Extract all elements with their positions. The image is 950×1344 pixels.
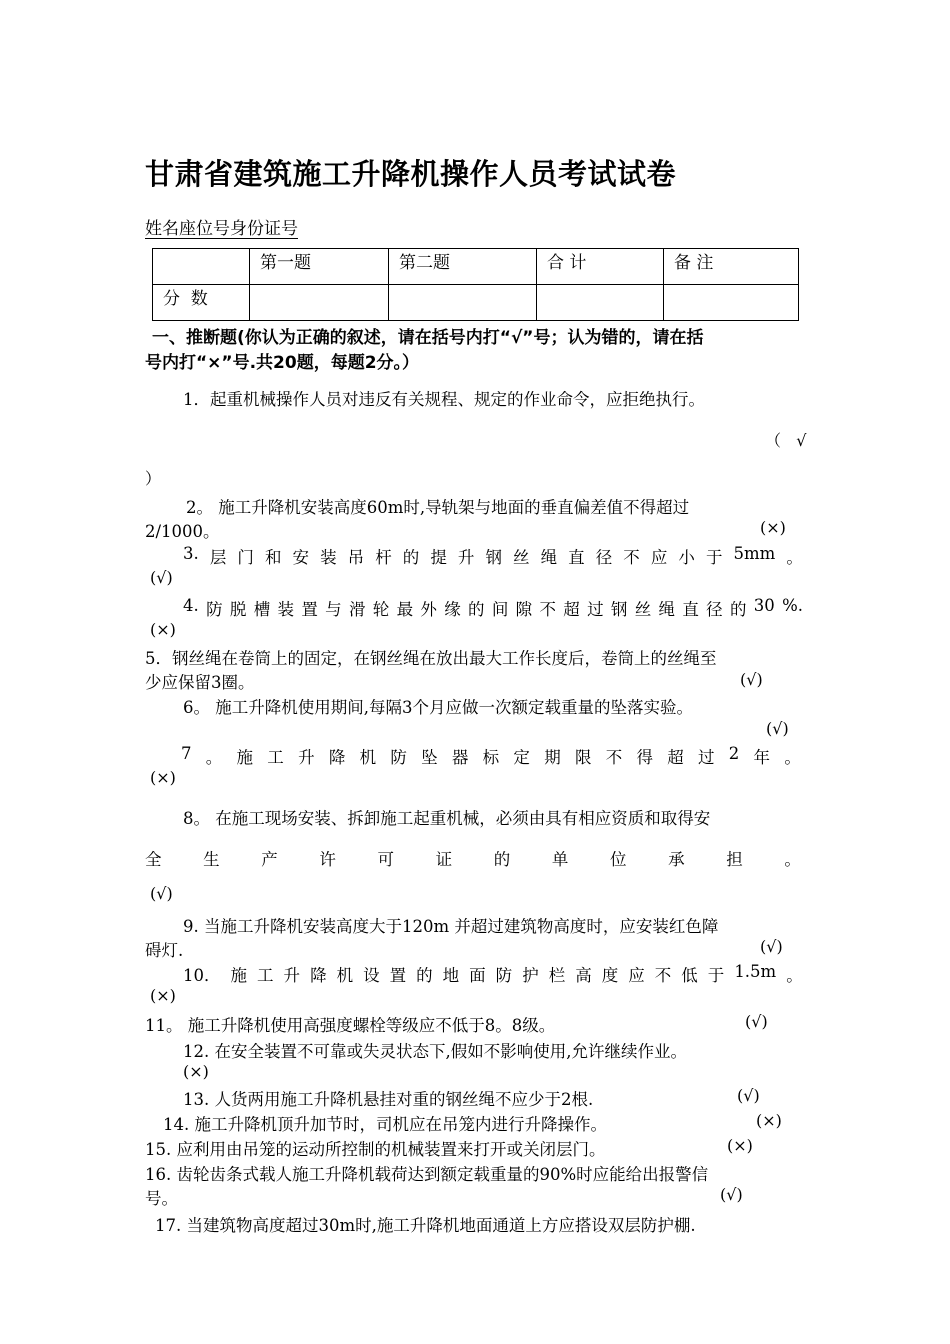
text-char: 得 [636, 748, 653, 767]
text-char: 滑 [348, 600, 366, 619]
text-char: 高 [575, 966, 592, 985]
question-17-text: 17. 当建筑物高度超过30m时,施工升降机地面通道上方应搭设双层防护棚. [155, 1216, 696, 1235]
question-1-answer: （ √ [765, 431, 807, 450]
text-char: 绳 [658, 600, 675, 619]
text-char: 门 [237, 548, 254, 567]
text-char: 直 [682, 600, 699, 619]
question-13-answer: (√) [737, 1086, 760, 1105]
text-char: 防 [390, 748, 407, 767]
text-char: 装 [320, 548, 337, 567]
text-char: 坠 [421, 748, 438, 767]
text-char: 径 [595, 548, 613, 567]
text-char: 4. [183, 596, 199, 615]
text-char: 与 [325, 600, 342, 619]
text-char: 降 [310, 966, 327, 985]
text-char: 隙 [515, 600, 533, 619]
text-char: 丝 [634, 600, 652, 619]
text-char: 证 [435, 850, 453, 869]
text-char: 位 [610, 850, 627, 869]
text-char: 30 [753, 596, 775, 615]
question-13-text: 13. 人货两用施工升降机悬挂对重的钢丝绳不应少于2根. [183, 1090, 594, 1109]
text-char: 不 [605, 748, 623, 767]
text-char: 产 [261, 850, 278, 869]
text-char: 应 [650, 548, 668, 567]
header-q2: 第二题 [389, 249, 537, 285]
question-8-line2 [145, 846, 801, 870]
text-char: 槽 [253, 600, 271, 619]
question-10-text [183, 962, 803, 986]
section-heading-line1: 一、推断题(你认为正确的叙述，请在括号内打“√”号；认为错的，请在括 [152, 328, 704, 348]
text-char: 2 [728, 744, 740, 763]
text-char: 脱 [229, 600, 247, 619]
text-char: 。 [786, 966, 803, 985]
text-char: 杆 [375, 548, 392, 567]
text-char: 降 [328, 748, 346, 767]
text-char: 吊 [347, 548, 365, 567]
text-char: 安 [292, 548, 309, 567]
score-table [152, 248, 799, 321]
text-char: 年 [753, 748, 771, 767]
question-16-line2: 号。 [145, 1189, 178, 1208]
text-char: 护 [522, 966, 539, 985]
score-table-score-row [153, 285, 799, 321]
score-table-corner [153, 249, 250, 285]
header-total: 合 计 [537, 249, 664, 285]
text-char: 超 [667, 748, 684, 767]
section-heading-line2: 号内打“×”号.共20题，每题2分。） [145, 353, 420, 373]
text-char: 低 [681, 966, 698, 985]
question-8-answer: (√) [150, 884, 173, 903]
text-char: 机 [336, 966, 354, 985]
text-char: 生 [203, 850, 220, 869]
question-7-answer: (×) [150, 768, 176, 787]
question-12-answer: (×) [183, 1062, 209, 1081]
text-char: 轮 [372, 600, 390, 619]
text-char: 的 [402, 548, 420, 567]
text-char: 。 [784, 850, 801, 869]
question-9-answer: (√) [760, 937, 783, 956]
question-11-text: 11。 施工升降机使用高强度螺栓等级应不低于8。8级。 [145, 1016, 556, 1035]
text-char: 过 [698, 748, 715, 767]
text-char: 装 [277, 600, 294, 619]
question-4-answer: (×) [150, 620, 176, 639]
question-15-answer: (×) [727, 1136, 753, 1155]
question-16-line1: 16. 齿轮齿条式载人施工升降机载荷达到额定载重量的90%时应能给出报警信 [145, 1165, 709, 1184]
score-cell-remark[interactable] [664, 285, 799, 321]
question-3-answer: (√) [150, 568, 173, 587]
text-char: 升 [283, 966, 301, 985]
text-char: 3. [183, 544, 199, 563]
question-2-line2: 2/1000。 [145, 522, 220, 541]
score-cell-q1[interactable] [250, 285, 389, 321]
text-char: 应 [628, 966, 645, 985]
score-cell-total[interactable] [537, 285, 664, 321]
text-char: 缘 [444, 600, 461, 619]
question-15-text: 15. 应利用由吊笼的运动所控制的机械装置来打开或关闭层门。 [145, 1140, 606, 1159]
question-6-answer: (√) [766, 719, 789, 738]
text-char: 栏 [548, 966, 566, 985]
score-row-label: 分 数 [153, 285, 250, 321]
text-char: 限 [574, 748, 592, 767]
text-char: 过 [587, 600, 604, 619]
text-char: 器 [451, 748, 469, 767]
text-char: 可 [377, 850, 394, 869]
text-char: 设 [363, 966, 380, 985]
text-char: 直 [568, 548, 585, 567]
text-char: 丝 [513, 548, 530, 567]
text-char: 升 [457, 548, 475, 567]
text-char: 施 [230, 966, 248, 985]
text-char: 于 [707, 966, 725, 985]
page-title: 甘肃省建筑施工升降机操作人员考试试卷 [145, 157, 677, 191]
question-14-answer: (×) [756, 1111, 782, 1130]
question-9-line2: 碍灯. [145, 941, 184, 960]
text-char: 置 [301, 600, 318, 619]
question-5-line2: 少应保留3圈。 [145, 673, 255, 692]
text-char: 全 [145, 850, 162, 869]
question-12-text: 12. 在安全装置不可靠或失灵状态下,假如不影响使用,允许继续作业。 [183, 1042, 687, 1061]
text-char: 小 [678, 548, 695, 567]
text-char: 的 [729, 600, 747, 619]
text-char: 层 [209, 548, 227, 567]
text-char: 标 [482, 748, 500, 767]
text-char: 单 [551, 850, 569, 869]
question-11-answer: (√) [745, 1012, 768, 1031]
text-char: 施 [236, 748, 254, 767]
text-char: %. [782, 596, 803, 615]
text-char: 工 [257, 966, 274, 985]
text-char: 径 [706, 600, 723, 619]
text-char: 绳 [540, 548, 558, 567]
text-char: 。 [784, 748, 801, 767]
text-char: 定 [513, 748, 530, 767]
text-char: 面 [469, 966, 486, 985]
question-8-line1: 8。 在施工现场安装、拆卸施工起重机械，必须由具有相应资质和取得安 [183, 809, 711, 828]
text-char: 。 [786, 548, 803, 567]
text-char: 承 [668, 850, 685, 869]
text-char: 7 [181, 744, 192, 763]
text-char: 的 [416, 966, 433, 985]
candidate-info-line: 姓名座位号身份证号 [145, 219, 298, 239]
text-char: 的 [493, 850, 511, 869]
question-1-answer-close: ） [145, 469, 162, 488]
text-char: 间 [491, 600, 509, 619]
text-char: 防 [206, 600, 223, 619]
text-char: 超 [563, 600, 580, 619]
text-char: 钢 [610, 600, 628, 619]
text-char: 最 [396, 600, 414, 619]
text-char: 担 [726, 850, 743, 869]
text-char: 1.5m [734, 962, 777, 981]
question-4-text [183, 596, 803, 620]
question-9-line1: 9. 当施工升降机安装高度大于120m 并超过建筑物高度时，应安装红色障 [183, 917, 719, 936]
question-5-answer: (√) [740, 670, 763, 689]
text-char: 不 [654, 966, 672, 985]
text-char: 于 [705, 548, 723, 567]
question-6-text: 6。 施工升降机使用期间,每隔3个月应做一次额定载重量的坠落实验。 [183, 698, 693, 717]
text-char: 升 [298, 748, 315, 767]
question-1-text: 1．起重机械操作人员对违反有关规程、规定的作业命令，应拒绝执行。 [183, 390, 705, 409]
text-char: 钢 [485, 548, 502, 567]
question-16-answer: (√) [720, 1185, 743, 1204]
score-cell-q2[interactable] [389, 285, 537, 321]
question-5-line1: 5．钢丝绳在卷筒上的固定，在钢丝绳在放出最大工作长度后，卷筒上的丝绳至 [145, 649, 717, 668]
text-char: 防 [495, 966, 513, 985]
question-14-text: 14. 施工升降机顶升加节时，司机应在吊笼内进行升降操作。 [163, 1115, 607, 1134]
text-char: 置 [389, 966, 407, 985]
text-char: 外 [420, 600, 437, 619]
score-table-header-row [153, 249, 799, 285]
text-char: 机 [359, 748, 377, 767]
text-char: 工 [267, 748, 284, 767]
question-3-text [183, 544, 803, 568]
text-char: 提 [430, 548, 447, 567]
text-char: 度 [601, 966, 619, 985]
text-char: 10． [183, 966, 221, 985]
text-char: 的 [468, 600, 485, 619]
text-char: 地 [442, 966, 460, 985]
text-char: 5mm [733, 544, 776, 563]
text-char: 不 [623, 548, 640, 567]
header-remark: 备 注 [664, 249, 799, 285]
question-2-answer: (×) [760, 518, 786, 537]
text-char: 不 [539, 600, 556, 619]
text-char: 期 [544, 748, 561, 767]
text-char: 。 [205, 748, 223, 767]
question-10-answer: (×) [150, 986, 176, 1005]
question-7-text [181, 744, 801, 768]
text-char: 和 [264, 548, 282, 567]
question-2-line1: 2。 施工升降机安装高度60m时,导轨架与地面的垂直偏差值不得超过 [186, 498, 690, 517]
header-q1: 第一题 [250, 249, 389, 285]
text-char: 许 [319, 850, 336, 869]
